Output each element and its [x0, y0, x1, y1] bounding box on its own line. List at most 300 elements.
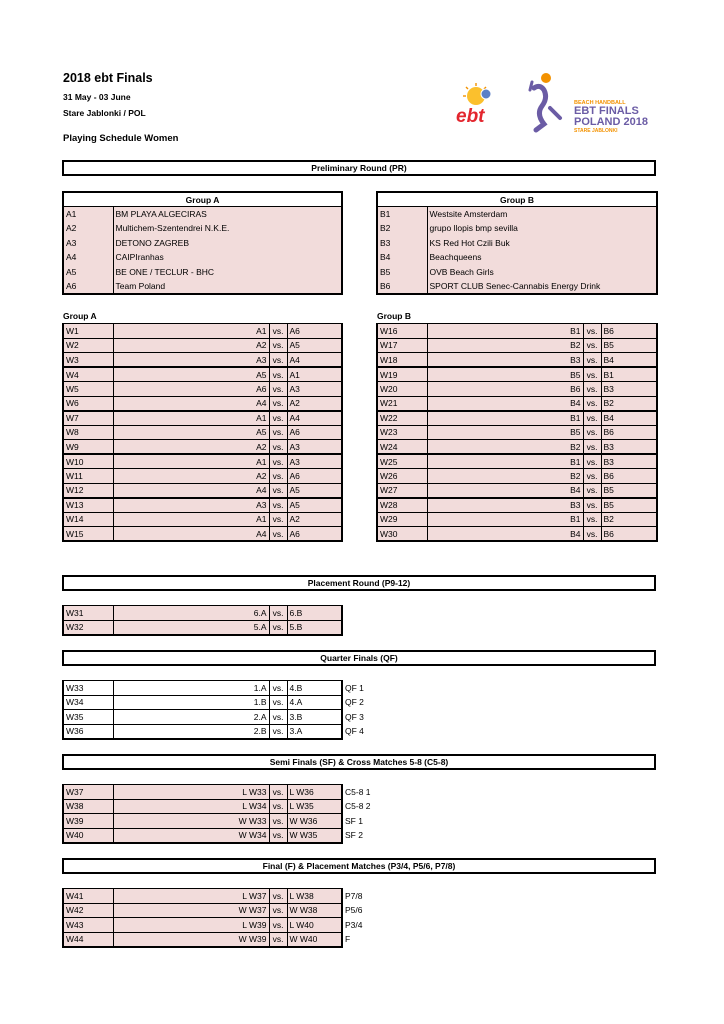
- match-row: [63, 889, 393, 904]
- team-row: [63, 279, 342, 294]
- match-row: [63, 620, 342, 635]
- match-vs: vs.: [583, 353, 601, 368]
- match-home: W W33: [113, 814, 269, 829]
- match-row: [377, 469, 657, 484]
- match-vs: vs.: [583, 527, 601, 542]
- match-id: W25: [377, 454, 427, 469]
- match-row: [377, 425, 657, 440]
- match-home: 1.B: [113, 695, 269, 710]
- finals-line1: EBT FINALS: [574, 105, 639, 117]
- match-id: W26: [377, 469, 427, 484]
- team-code: A3: [63, 236, 113, 251]
- match-vs: vs.: [583, 454, 601, 469]
- match-away: A2: [287, 396, 342, 411]
- match-note: SF 2: [342, 828, 393, 843]
- section-final: Final (F) & Placement Matches (P3/4, P5/6, P7/8): [62, 858, 656, 874]
- match-away: B6: [601, 469, 657, 484]
- match-home: 1.A: [113, 681, 269, 696]
- match-row: [63, 695, 393, 710]
- match-row: [377, 411, 657, 426]
- match-id: W35: [63, 710, 113, 725]
- matches-b-label: Group B: [377, 311, 411, 321]
- match-home: A4: [113, 527, 269, 542]
- match-home: L W39: [113, 918, 269, 933]
- match-id: W33: [63, 681, 113, 696]
- match-home: A2: [113, 338, 269, 353]
- match-vs: vs.: [583, 469, 601, 484]
- match-away: L W35: [287, 799, 342, 814]
- match-row: [63, 382, 342, 397]
- group-title: Group A: [63, 192, 342, 207]
- match-id: W9: [63, 440, 113, 455]
- match-vs: vs.: [269, 483, 287, 498]
- match-vs: vs.: [269, 512, 287, 527]
- match-home: B2: [427, 338, 583, 353]
- match-id: W40: [63, 828, 113, 843]
- match-id: W43: [63, 918, 113, 933]
- match-vs: vs.: [269, 396, 287, 411]
- match-home: B3: [427, 498, 583, 513]
- match-row: [63, 411, 342, 426]
- match-id: W5: [63, 382, 113, 397]
- match-home: A1: [113, 411, 269, 426]
- team-row: [377, 265, 657, 280]
- match-row: [377, 338, 657, 353]
- event-dates: 31 May - 03 June: [63, 92, 131, 102]
- match-row: [63, 353, 342, 368]
- match-note: C5-8 2: [342, 799, 393, 814]
- match-away: B4: [601, 411, 657, 426]
- section-placement: Placement Round (P9-12): [62, 575, 656, 591]
- match-vs: vs.: [269, 454, 287, 469]
- match-note: QF 4: [342, 724, 393, 739]
- match-home: A4: [113, 396, 269, 411]
- match-home: 5.A: [113, 620, 269, 635]
- finals-place: STARE JABLONKI: [574, 128, 618, 134]
- match-away: A3: [287, 440, 342, 455]
- match-row: [63, 710, 393, 725]
- match-note: P7/8: [342, 889, 393, 904]
- match-id: W7: [63, 411, 113, 426]
- match-id: W2: [63, 338, 113, 353]
- match-home: W W34: [113, 828, 269, 843]
- ebt-wordmark: ebt: [456, 106, 485, 127]
- match-away: A5: [287, 498, 342, 513]
- finals-line2: POLAND 2018: [574, 116, 648, 128]
- match-vs: vs.: [583, 382, 601, 397]
- match-row: [377, 353, 657, 368]
- ebt-finals-logo: [524, 68, 664, 138]
- section-semi: Semi Finals (SF) & Cross Matches 5-8 (C5-8): [62, 754, 656, 770]
- match-row: [63, 367, 342, 382]
- match-home: B1: [427, 512, 583, 527]
- match-row: [63, 454, 342, 469]
- match-id: W32: [63, 620, 113, 635]
- match-id: W39: [63, 814, 113, 829]
- match-away: B6: [601, 527, 657, 542]
- player-icon: [530, 73, 560, 130]
- match-row: [63, 799, 393, 814]
- match-home: B4: [427, 483, 583, 498]
- match-away: A4: [287, 411, 342, 426]
- match-id: W28: [377, 498, 427, 513]
- match-id: W37: [63, 785, 113, 800]
- match-vs: vs.: [583, 338, 601, 353]
- match-row: [63, 396, 342, 411]
- match-home: B1: [427, 454, 583, 469]
- match-home: B6: [427, 382, 583, 397]
- match-row: [377, 498, 657, 513]
- match-id: W3: [63, 353, 113, 368]
- team-name: KS Red Hot Czili Buk: [427, 236, 657, 251]
- match-home: A1: [113, 324, 269, 339]
- match-home: A3: [113, 498, 269, 513]
- match-home: A4: [113, 483, 269, 498]
- match-vs: vs.: [269, 889, 287, 904]
- team-code: A1: [63, 207, 113, 222]
- match-id: W19: [377, 367, 427, 382]
- match-vs: vs.: [583, 425, 601, 440]
- match-note: QF 2: [342, 695, 393, 710]
- match-vs: vs.: [269, 785, 287, 800]
- match-away: A5: [287, 338, 342, 353]
- match-row: [63, 828, 393, 843]
- page-title: 2018 ebt Finals: [63, 71, 153, 85]
- match-home: B1: [427, 411, 583, 426]
- team-code: A2: [63, 221, 113, 236]
- match-id: W13: [63, 498, 113, 513]
- match-row: [377, 440, 657, 455]
- match-id: W44: [63, 932, 113, 947]
- match-vs: vs.: [269, 695, 287, 710]
- match-vs: vs.: [583, 367, 601, 382]
- match-id: W14: [63, 512, 113, 527]
- match-vs: vs.: [583, 324, 601, 339]
- match-vs: vs.: [269, 338, 287, 353]
- match-note: SF 1: [342, 814, 393, 829]
- match-id: W8: [63, 425, 113, 440]
- match-vs: vs.: [269, 681, 287, 696]
- match-home: A1: [113, 512, 269, 527]
- match-id: W36: [63, 724, 113, 739]
- match-id: W29: [377, 512, 427, 527]
- match-id: W31: [63, 606, 113, 621]
- matches-a-table: [62, 323, 343, 542]
- match-vs: vs.: [583, 483, 601, 498]
- match-id: W27: [377, 483, 427, 498]
- match-home: L W33: [113, 785, 269, 800]
- match-away: A5: [287, 483, 342, 498]
- team-row: [377, 221, 657, 236]
- match-note: P3/4: [342, 918, 393, 933]
- match-row: [377, 396, 657, 411]
- match-home: B1: [427, 324, 583, 339]
- match-vs: vs.: [269, 469, 287, 484]
- match-away: A4: [287, 353, 342, 368]
- match-vs: vs.: [269, 828, 287, 843]
- match-away: L W36: [287, 785, 342, 800]
- section-preliminary: Preliminary Round (PR): [62, 160, 656, 176]
- team-name: grupo llopis bmp sevilla: [427, 221, 657, 236]
- match-vs: vs.: [583, 411, 601, 426]
- team-name: Multichem-Szentendrei N.K.E.: [113, 221, 342, 236]
- match-away: 5.B: [287, 620, 342, 635]
- matches-a-label: Group A: [63, 311, 97, 321]
- team-name: CAIPIranhas: [113, 250, 342, 265]
- match-away: B6: [601, 425, 657, 440]
- match-home: A1: [113, 454, 269, 469]
- team-row: [63, 221, 342, 236]
- match-id: W42: [63, 903, 113, 918]
- match-id: W6: [63, 396, 113, 411]
- match-home: A2: [113, 440, 269, 455]
- match-away: B3: [601, 440, 657, 455]
- match-row: [377, 527, 657, 542]
- match-vs: vs.: [269, 724, 287, 739]
- match-vs: vs.: [269, 799, 287, 814]
- match-row: [63, 918, 393, 933]
- team-row: [63, 250, 342, 265]
- match-home: A6: [113, 382, 269, 397]
- match-row: [377, 454, 657, 469]
- match-home: 6.A: [113, 606, 269, 621]
- match-id: W21: [377, 396, 427, 411]
- match-vs: vs.: [269, 814, 287, 829]
- match-away: W W38: [287, 903, 342, 918]
- match-away: B5: [601, 338, 657, 353]
- match-home: B2: [427, 440, 583, 455]
- match-note: QF 1: [342, 681, 393, 696]
- team-code: B2: [377, 221, 427, 236]
- match-row: [63, 440, 342, 455]
- match-vs: vs.: [269, 440, 287, 455]
- placement-table: [62, 605, 343, 636]
- match-row: [63, 932, 393, 947]
- match-row: [377, 483, 657, 498]
- match-home: L W34: [113, 799, 269, 814]
- match-away: B4: [601, 353, 657, 368]
- match-row: [377, 367, 657, 382]
- match-id: W12: [63, 483, 113, 498]
- match-vs: vs.: [269, 918, 287, 933]
- group-header-row: [377, 192, 657, 207]
- match-away: A1: [287, 367, 342, 382]
- team-code: B5: [377, 265, 427, 280]
- match-home: 2.A: [113, 710, 269, 725]
- match-vs: vs.: [269, 932, 287, 947]
- team-code: A5: [63, 265, 113, 280]
- match-home: A5: [113, 367, 269, 382]
- match-id: W20: [377, 382, 427, 397]
- team-row: [377, 207, 657, 222]
- match-row: [377, 512, 657, 527]
- group-title: Group B: [377, 192, 657, 207]
- match-home: W W37: [113, 903, 269, 918]
- match-away: 4.B: [287, 681, 342, 696]
- match-row: [63, 681, 393, 696]
- match-id: W4: [63, 367, 113, 382]
- match-vs: vs.: [269, 527, 287, 542]
- match-row: [377, 382, 657, 397]
- match-away: B6: [601, 324, 657, 339]
- match-away: 3.B: [287, 710, 342, 725]
- match-row: [63, 469, 342, 484]
- match-row: [63, 814, 393, 829]
- match-row: [63, 324, 342, 339]
- match-id: W15: [63, 527, 113, 542]
- match-row: [63, 527, 342, 542]
- match-away: A2: [287, 512, 342, 527]
- match-away: B3: [601, 454, 657, 469]
- team-code: B1: [377, 207, 427, 222]
- matches-b-table: [376, 323, 658, 542]
- team-name: BE ONE / TECLUR - BHC: [113, 265, 342, 280]
- match-row: [377, 324, 657, 339]
- match-away: L W38: [287, 889, 342, 904]
- match-note: C5-8 1: [342, 785, 393, 800]
- match-row: [63, 724, 393, 739]
- match-vs: vs.: [269, 498, 287, 513]
- match-vs: vs.: [269, 620, 287, 635]
- ebt-logo: [452, 82, 502, 128]
- match-home: W W39: [113, 932, 269, 947]
- match-vs: vs.: [269, 411, 287, 426]
- match-away: A6: [287, 527, 342, 542]
- match-row: [63, 483, 342, 498]
- match-id: W41: [63, 889, 113, 904]
- team-name: DETONO ZAGREB: [113, 236, 342, 251]
- match-vs: vs.: [269, 710, 287, 725]
- match-id: W22: [377, 411, 427, 426]
- team-name: BM PLAYA ALGECIRAS: [113, 207, 342, 222]
- semi-table: [62, 784, 394, 844]
- match-home: B4: [427, 396, 583, 411]
- match-away: W W40: [287, 932, 342, 947]
- match-row: [63, 903, 393, 918]
- match-home: B2: [427, 469, 583, 484]
- match-vs: vs.: [269, 903, 287, 918]
- match-away: L W40: [287, 918, 342, 933]
- match-row: [63, 338, 342, 353]
- team-row: [377, 279, 657, 294]
- match-id: W11: [63, 469, 113, 484]
- match-vs: vs.: [269, 353, 287, 368]
- match-id: W38: [63, 799, 113, 814]
- match-id: W30: [377, 527, 427, 542]
- group-b-table: [376, 191, 658, 295]
- match-home: A5: [113, 425, 269, 440]
- team-name: Westsite Amsterdam: [427, 207, 657, 222]
- team-row: [63, 265, 342, 280]
- team-row: [377, 236, 657, 251]
- team-name: SPORT CLUB Senec-Cannabis Energy Drink: [427, 279, 657, 294]
- match-vs: vs.: [583, 512, 601, 527]
- match-row: [63, 512, 342, 527]
- match-vs: vs.: [583, 440, 601, 455]
- match-home: B4: [427, 527, 583, 542]
- team-code: B3: [377, 236, 427, 251]
- match-away: B3: [601, 382, 657, 397]
- schedule-subtitle: Playing Schedule Women: [63, 133, 179, 144]
- match-away: W W36: [287, 814, 342, 829]
- match-id: W23: [377, 425, 427, 440]
- match-away: B2: [601, 512, 657, 527]
- group-header-row: [63, 192, 342, 207]
- match-id: W16: [377, 324, 427, 339]
- match-vs: vs.: [269, 382, 287, 397]
- section-quarter: Quarter Finals (QF): [62, 650, 656, 666]
- match-vs: vs.: [583, 498, 601, 513]
- match-home: 2.B: [113, 724, 269, 739]
- match-id: W17: [377, 338, 427, 353]
- team-row: [63, 236, 342, 251]
- match-home: A2: [113, 469, 269, 484]
- match-vs: vs.: [269, 324, 287, 339]
- team-code: B4: [377, 250, 427, 265]
- team-name: OVB Beach Girls: [427, 265, 657, 280]
- match-id: W1: [63, 324, 113, 339]
- match-away: B2: [601, 396, 657, 411]
- match-away: A6: [287, 469, 342, 484]
- match-home: B5: [427, 367, 583, 382]
- match-away: B1: [601, 367, 657, 382]
- match-home: A3: [113, 353, 269, 368]
- team-row: [63, 207, 342, 222]
- final-table: [62, 888, 394, 948]
- team-name: Team Poland: [113, 279, 342, 294]
- team-row: [377, 250, 657, 265]
- match-row: [63, 425, 342, 440]
- match-vs: vs.: [269, 425, 287, 440]
- match-row: [63, 606, 342, 621]
- match-away: A3: [287, 454, 342, 469]
- team-name: Beachqueens: [427, 250, 657, 265]
- match-note: P5/6: [342, 903, 393, 918]
- match-vs: vs.: [269, 606, 287, 621]
- team-code: A6: [63, 279, 113, 294]
- match-id: W34: [63, 695, 113, 710]
- ball-icon: [481, 89, 491, 99]
- match-away: A6: [287, 425, 342, 440]
- match-row: [63, 785, 393, 800]
- finals-small-label: BEACH HANDBALL: [574, 100, 626, 106]
- match-vs: vs.: [269, 367, 287, 382]
- group-a-table: [62, 191, 343, 295]
- match-note: QF 3: [342, 710, 393, 725]
- team-code: B6: [377, 279, 427, 294]
- match-away: 6.B: [287, 606, 342, 621]
- team-code: A4: [63, 250, 113, 265]
- match-away: W W35: [287, 828, 342, 843]
- match-row: [63, 498, 342, 513]
- match-id: W10: [63, 454, 113, 469]
- match-away: A6: [287, 324, 342, 339]
- quarter-table: [62, 680, 394, 740]
- match-away: 3.A: [287, 724, 342, 739]
- match-note: F: [342, 932, 393, 947]
- match-away: 4.A: [287, 695, 342, 710]
- match-home: B3: [427, 353, 583, 368]
- match-away: A3: [287, 382, 342, 397]
- match-id: W18: [377, 353, 427, 368]
- match-id: W24: [377, 440, 427, 455]
- match-home: B5: [427, 425, 583, 440]
- event-location: Stare Jablonki / POL: [63, 108, 146, 118]
- match-away: B5: [601, 483, 657, 498]
- match-home: L W37: [113, 889, 269, 904]
- match-vs: vs.: [583, 396, 601, 411]
- match-away: B5: [601, 498, 657, 513]
